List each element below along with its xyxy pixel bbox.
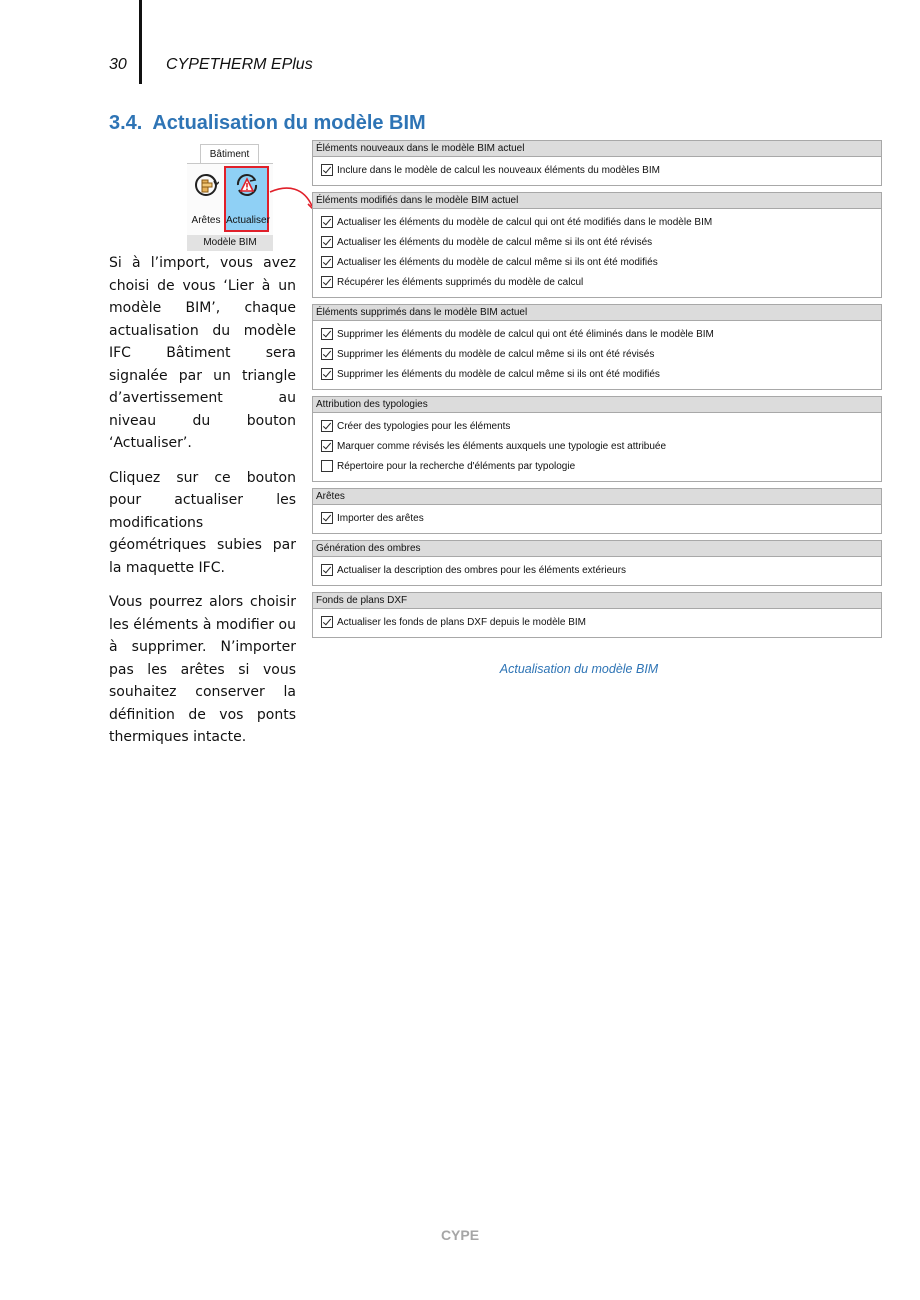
update-options-dialog xyxy=(312,140,882,644)
option-group-title: Éléments supprimés dans le modèle BIM actuel xyxy=(313,305,881,321)
option-group-body xyxy=(313,321,881,389)
ribbon-group-label: Modèle BIM xyxy=(187,235,273,251)
option-label: Importer des arêtes xyxy=(337,512,424,524)
option-group-title: Fonds de plans DXF xyxy=(313,593,881,609)
option-group xyxy=(312,540,882,586)
aretes-button-label: Arêtes xyxy=(191,215,221,226)
option-row[interactable] xyxy=(313,232,881,252)
option-label: Répertoire pour la recherche d'éléments par typologie xyxy=(337,460,576,472)
ribbon-tab-batiment[interactable]: Bâtiment xyxy=(200,144,259,164)
checkbox-checked[interactable] xyxy=(321,440,333,452)
option-label: Actualiser les éléments du modèle de calcul même si ils ont été modifiés xyxy=(337,256,658,268)
option-row[interactable] xyxy=(313,364,881,384)
option-group xyxy=(312,396,882,482)
checkbox-unchecked[interactable] xyxy=(321,460,333,472)
aretes-icon xyxy=(193,172,219,198)
option-label: Actualiser les fonds de plans DXF depuis le modèle BIM xyxy=(337,616,587,628)
option-row[interactable] xyxy=(313,272,881,292)
option-label: Supprimer les éléments du modèle de calcul qui ont été éliminés dans le modèle BIM xyxy=(337,328,714,340)
option-label: Actualiser les éléments du modèle de calcul qui ont été modifiés dans le modèle BIM xyxy=(337,216,713,228)
checkbox-checked[interactable] xyxy=(321,328,333,340)
option-row[interactable] xyxy=(313,508,881,528)
paragraph-1: Si à l’import, vous avez choisi de vous ‘Lier à un modèle BIM’, chaque actualisation du modèle IFC Bâtiment sera signalée par un triangle d’avertissement au niveau du bouton ‘Actualiser’. xyxy=(109,255,296,451)
option-group-body xyxy=(313,209,881,297)
checkbox-checked[interactable] xyxy=(321,256,333,268)
option-label: Récupérer les éléments supprimés du modèle de calcul xyxy=(337,276,584,288)
update-warning-icon xyxy=(234,172,260,198)
option-label: Inclure dans le modèle de calcul les nouveaux éléments du modèles BIM xyxy=(337,164,660,176)
section-heading xyxy=(109,112,426,135)
header-divider xyxy=(139,0,142,84)
page-number: 30 xyxy=(109,56,127,73)
option-row[interactable] xyxy=(313,160,881,180)
checkbox-checked[interactable] xyxy=(321,512,333,524)
option-group-title: Arêtes xyxy=(313,489,881,505)
checkbox-checked[interactable] xyxy=(321,368,333,380)
ribbon-panel xyxy=(187,143,273,251)
option-group-body xyxy=(313,505,881,533)
option-row[interactable] xyxy=(313,560,881,580)
option-row[interactable] xyxy=(313,212,881,232)
option-group xyxy=(312,488,882,534)
option-label: Supprimer les éléments du modèle de calcul même si ils ont été modifiés xyxy=(337,368,660,380)
paragraph-2: Cliquez sur ce bouton pour actualiser les modifications géométriques subies par la maquette IFC. xyxy=(109,469,296,576)
actualiser-button-label: Actualiser xyxy=(226,215,270,226)
option-group xyxy=(312,592,882,638)
section-title: Actualisation du modèle BIM xyxy=(152,112,426,134)
checkbox-checked[interactable] xyxy=(321,236,333,248)
option-group-body xyxy=(313,157,881,185)
paragraph-3: Vous pourrez alors choisir les éléments à modifier ou à supprimer. N’importer pas les arêtes si vous souhaitez conserver la définition de vos ponts thermiques intacte. xyxy=(109,594,296,745)
body-text xyxy=(109,252,296,761)
option-label: Marquer comme révisés les éléments auxquels une typologie est attribuée xyxy=(337,440,667,452)
option-row[interactable] xyxy=(313,324,881,344)
option-group-title: Génération des ombres xyxy=(313,541,881,557)
option-group-title: Attribution des typologies xyxy=(313,397,881,413)
option-group-body xyxy=(313,413,881,481)
section-number: 3.4. xyxy=(109,112,143,134)
option-row[interactable] xyxy=(313,612,881,632)
checkbox-checked[interactable] xyxy=(321,216,333,228)
checkbox-checked[interactable] xyxy=(321,420,333,432)
option-label: Actualiser les éléments du modèle de calcul même si ils ont été révisés xyxy=(337,236,653,248)
option-row[interactable] xyxy=(313,456,881,476)
checkbox-checked[interactable] xyxy=(321,164,333,176)
aretes-button[interactable] xyxy=(189,168,223,230)
option-group-body xyxy=(313,557,881,585)
footer-brand: CYPE xyxy=(440,1227,480,1243)
document-title: CYPETHERM EPlus xyxy=(166,56,313,73)
option-row[interactable] xyxy=(313,252,881,272)
option-row[interactable] xyxy=(313,436,881,456)
checkbox-checked[interactable] xyxy=(321,564,333,576)
figure-caption: Actualisation du modèle BIM xyxy=(499,662,659,676)
option-group-title: Éléments modifiés dans le modèle BIM actuel xyxy=(313,193,881,209)
checkbox-checked[interactable] xyxy=(321,616,333,628)
option-label: Actualiser la description des ombres pour les éléments extérieurs xyxy=(337,564,627,576)
ribbon-body xyxy=(187,163,273,236)
option-label: Créer des typologies pour les éléments xyxy=(337,420,511,432)
option-group xyxy=(312,192,882,298)
option-group xyxy=(312,140,882,186)
actualiser-button[interactable] xyxy=(224,166,269,232)
option-group-title: Éléments nouveaux dans le modèle BIM actuel xyxy=(313,141,881,157)
option-row[interactable] xyxy=(313,416,881,436)
option-group-body xyxy=(313,609,881,637)
option-group xyxy=(312,304,882,390)
checkbox-checked[interactable] xyxy=(321,276,333,288)
option-row[interactable] xyxy=(313,344,881,364)
checkbox-checked[interactable] xyxy=(321,348,333,360)
option-label: Supprimer les éléments du modèle de calcul même si ils ont été révisés xyxy=(337,348,655,360)
